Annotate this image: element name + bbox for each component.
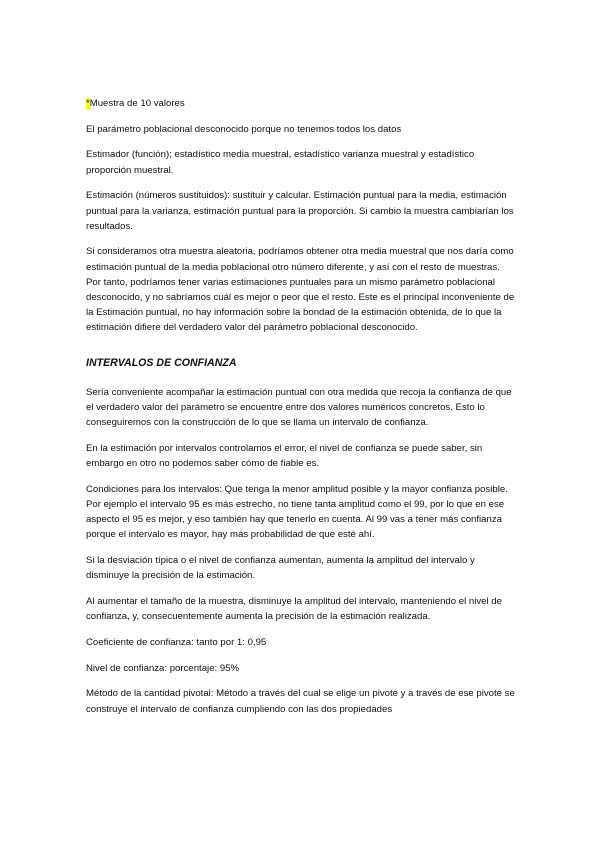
section-paragraph: En la estimación por intervalos controlamos el error, el nivel de confianza se puede saber, sin embargo en otro no podemos saber cómo de fiable es. [86,442,483,470]
section-heading: INTERVALOS DE CONFIANZA [86,356,237,369]
intro-paragraph-estimator: Estimador (función); estadístico media muestral, estadístico varianza muestral y estadístico proporción muestral. [86,149,475,176]
document-page [86,96,516,727]
intro-paragraph-estimation: Estimación (números sustituidos): sustituir y calcular. Estimación puntual para la media, estimación puntual para la varianza, estimación puntual para la proporción. Si cambio la muestra cambiarían los resultados. [86,190,514,232]
section-paragraph: Nivel de confianza: porcentaje: 95% [86,662,240,674]
section-paragraph: Si la desviación típica o el nivel de confianza aumentan, aumenta la amplitud del intervalo y disminuye la precisión de la estimación. [86,555,475,582]
section-paragraph: Al aumentar el tamaño de la muestra, disminuye la amplitud del intervalo, manteniendo el nivel de confianza, y, consecuentemente aumenta la precisión de la estimación realizada. [86,596,502,623]
intro-paragraph-parameter: El parámetro poblacional desconocido porque no tenemos todos los datos [86,123,402,135]
sample-title: Muestra de 10 valores [89,98,185,109]
highlight-marker: * [86,98,90,109]
section-paragraph: Método de la cantidad pivotal: Método a través del cual se elige un pivote y a través de ese pivote se construye el intervalo de confianza cumpliendo con las dos propiedades [86,688,515,715]
sample-line [86,96,516,111]
intro-paragraph-point-estimation: Si consideramos otra muestra aleatoria, podríamos obtener otra media muestral que nos daría como estimación puntual de la media poblacional otro número diferente, y así con el resto de muestras. Por tanto, podríamos tener varias estimaciones puntuales para un mismo parámetro poblacional desconocido, y no sabríamos cuál es mejor o peor que el resto. Este es el principal inconveniente de la Estimación puntual, no hay información sobre la bondad de la estimación obtenida, de lo que la estimación difiere del verdadero valor del parámetro poblacional desconocido. [86,246,515,334]
section-paragraph: Sería conveniente acompañar la estimación puntual con otra medida que recoja la confianza de que el verdadero valor del parámetro se encuentre entre dos valores numéricos concretos. Esto lo conseguiremos con la construcción de lo que se llama un intervalo de confianza. [86,386,512,429]
section-paragraph: Condiciones para los intervalos: Que tenga la menor amplitud posible y la mayor confianza posible. Por ejemplo el intervalo 95 es más estrecho, no tiene tanta amplitud como el 99, por lo que en ese aspecto el 95 es mejor, y eso también hay que tenerlo en cuenta. Al 99 vas a tener más confianza porque el intervalo es mayor, hay más probabilidad de que esté ahí. [86,483,508,541]
section-paragraph: Coeficiente de confianza: tanto por 1: 0,95 [86,636,267,648]
